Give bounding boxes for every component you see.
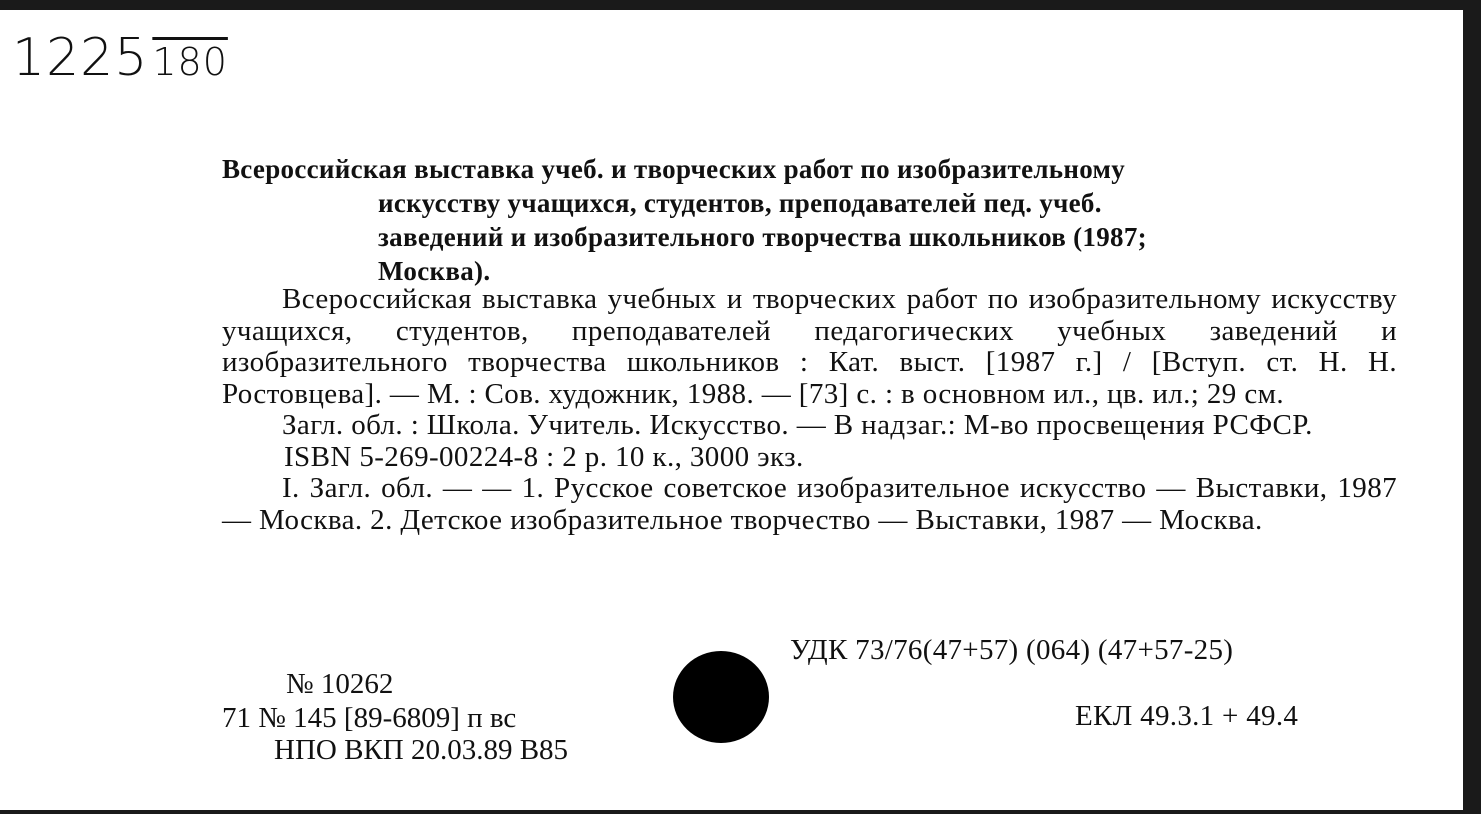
udk-classification: УДК 73/76(47+57) (064) (47+57-25) xyxy=(790,634,1234,666)
printing-info: НПО ВКП 20.03.89 В85 xyxy=(274,734,569,766)
order-number: 71 № 145 [89-6809] п вс xyxy=(222,702,517,734)
card-bottom-edge xyxy=(0,810,1481,814)
isbn-line: ISBN 5-269-00224-8 : 2 р. 10 к., 3000 экз. xyxy=(284,440,804,473)
punch-hole xyxy=(673,651,769,743)
handwritten-shelf-number xyxy=(12,28,228,88)
card-right-edge xyxy=(1463,0,1481,814)
card-top-edge xyxy=(0,0,1481,10)
heading-line-4: Москва). xyxy=(378,256,491,286)
bibliographic-description: Всероссийская выставка учебных и творческих работ по изобразительному искусству учащихся, студентов, преподавателей педагогических учебных заведений и изобразительного творчества школьников : Кат. выст. [1987 г.] / [Вступ. ст. Н. Н. Ростовцева]. — М. : Сов. художник, 1988. — [73] с. : в основном ил., цв. ил.; 29 см. xyxy=(222,283,1397,410)
heading-line-2: искусству учащихся, студентов, преподавателей пед. учеб. xyxy=(378,188,1102,218)
heading-line-1: Всероссийская выставка учеб. и творческих работ по изобразительному xyxy=(222,154,1126,184)
handwritten-number: 1225 xyxy=(12,28,149,88)
heading-line-3: заведений и изобразительного творчества школьников (1987; xyxy=(378,222,1147,252)
card-body xyxy=(222,284,1397,536)
cover-title-note: Загл. обл. : Школа. Учитель. Искусство. — В надзаг.: М-во просвещения РСФСР. xyxy=(282,409,1313,441)
subject-headings: I. Загл. обл. — — 1. Русское советское изобразительное искусство — Выставки, 1987 — Москва. 2. Детское изобразительное творчество — Выставки, 1987 — Москва. xyxy=(222,472,1397,536)
ekl-classification: ЕКЛ 49.3.1 + 49.4 xyxy=(1075,700,1299,732)
record-number: № 10262 xyxy=(286,668,394,700)
handwritten-sub-number: 180 xyxy=(152,40,228,84)
card-heading xyxy=(222,152,1397,288)
